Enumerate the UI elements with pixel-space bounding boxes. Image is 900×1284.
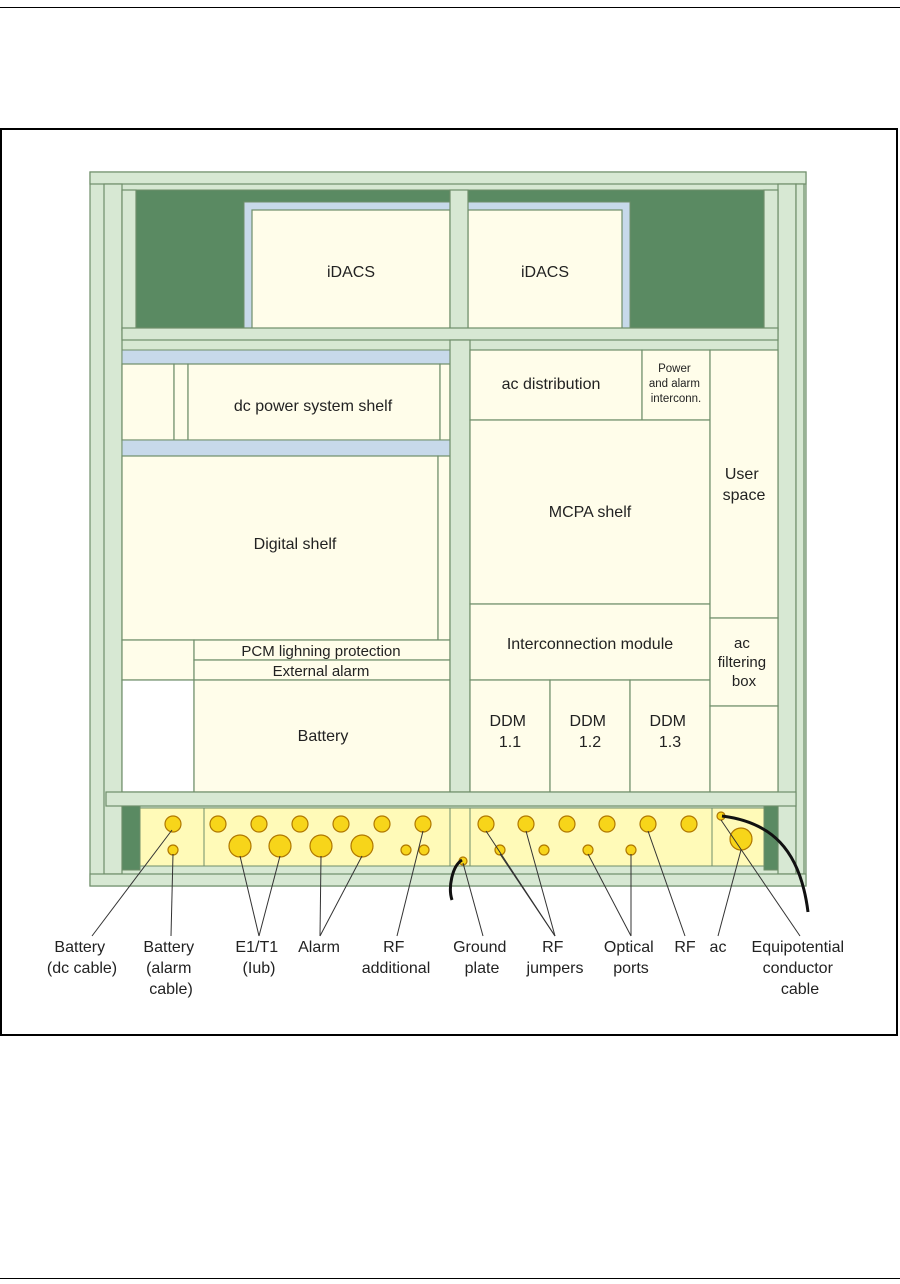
left-rail-2 [122,440,450,456]
connector-left-dark [122,806,140,870]
connector-battery-dc [165,816,181,832]
connector-rf-additional [415,816,431,832]
connector-optical-port [626,845,636,855]
connector-rf-jumper [478,816,494,832]
connector-alarm [310,835,332,857]
battery-label: Battery [297,728,349,745]
callout-battery-dc-cable: Battery (dc cable) [46,939,118,977]
ac-filtering-box-label: ac filtering box [717,635,767,690]
connector-e1-t1 [229,835,251,857]
pcm-lightning-protection-label: PCM lighning protection [241,643,401,660]
connector-optical-port [583,845,593,855]
bottom-rule [0,1278,900,1279]
ground-plate-strip [450,808,470,866]
center-post [450,340,470,792]
callout-rf-additional: RF additional [361,939,431,977]
interconnection-module-label: Interconnection module [506,636,674,653]
digital-shelf-right-strip [438,456,450,640]
ddm-1-1-label: DDM 1.1 [489,713,526,751]
ddm-1-3-label: DDM 1.3 [649,713,686,751]
dc-power-side [122,364,174,440]
connector-top-row [251,816,267,832]
connector-top-row [599,816,615,832]
cabinet-bottom-rail [90,874,806,886]
cabinet-right-edge [796,184,804,874]
callout-rf: RF [674,939,696,956]
connector-ac [730,828,752,850]
connector-battery-alarm [168,845,178,855]
callout-optical-ports: Optical ports [603,939,654,977]
connector-rf-jumper [518,816,534,832]
connector-top-row [210,816,226,832]
callout-equipotential: Equipotential conductor cable [751,939,845,998]
left-rail-1 [122,350,450,364]
right-lower-space [710,706,778,792]
digital-shelf-label: Digital shelf [253,536,337,553]
connector-top-row [559,816,575,832]
dc-power-divider [174,364,188,440]
callout-ground-plate: Ground plate [453,939,507,977]
power-alarm-interconn-label: Power and alarm interconn. [648,363,702,405]
connector-e1-t1 [269,835,291,857]
connector-alarm [351,835,373,857]
top-left-post [122,190,136,330]
connector-small [401,845,411,855]
dc-power-right-strip [440,364,450,440]
top-rule [0,7,900,8]
callout-e1-t1: E1/T1 (Iub) [235,939,279,977]
dc-power-system-shelf-label: dc power system shelf [233,398,393,415]
pcm-left-block [122,640,194,680]
ddm-1-2-label: DDM 1.2 [569,713,606,751]
connector-small [419,845,429,855]
connector-top-row [681,816,697,832]
idacs-left-label: iDACS [326,264,376,281]
connector-top-row [333,816,349,832]
cabinet-diagram [0,128,900,1040]
callout-alarm: Alarm [298,939,340,956]
mcpa-shelf-label: MCPA shelf [548,504,632,521]
top-shelf-rail [122,328,778,340]
connector-top-row [374,816,390,832]
connector-top-row [292,816,308,832]
callout-rf-jumpers: RF jumpers [526,939,584,977]
idacs-right-label: iDACS [520,264,570,281]
center-post-top [450,190,468,338]
callout-ac: ac [709,939,727,956]
top-right-post [764,190,778,330]
connector-rf [640,816,656,832]
callout-battery-alarm-cable: Battery (alarm cable) [143,939,195,998]
user-space [710,350,778,618]
cabinet-right-post [778,184,796,874]
connector-small [539,845,549,855]
ac-distribution-label: ac distribution [501,376,601,393]
battery-left-space [122,680,194,792]
lower-rail [106,792,796,806]
external-alarm-label: External alarm [272,663,370,680]
cabinet-left-post [104,184,122,874]
connector-plate-c [470,808,712,866]
user-space-label: User space [722,466,766,504]
cabinet-top-rail [90,172,806,184]
